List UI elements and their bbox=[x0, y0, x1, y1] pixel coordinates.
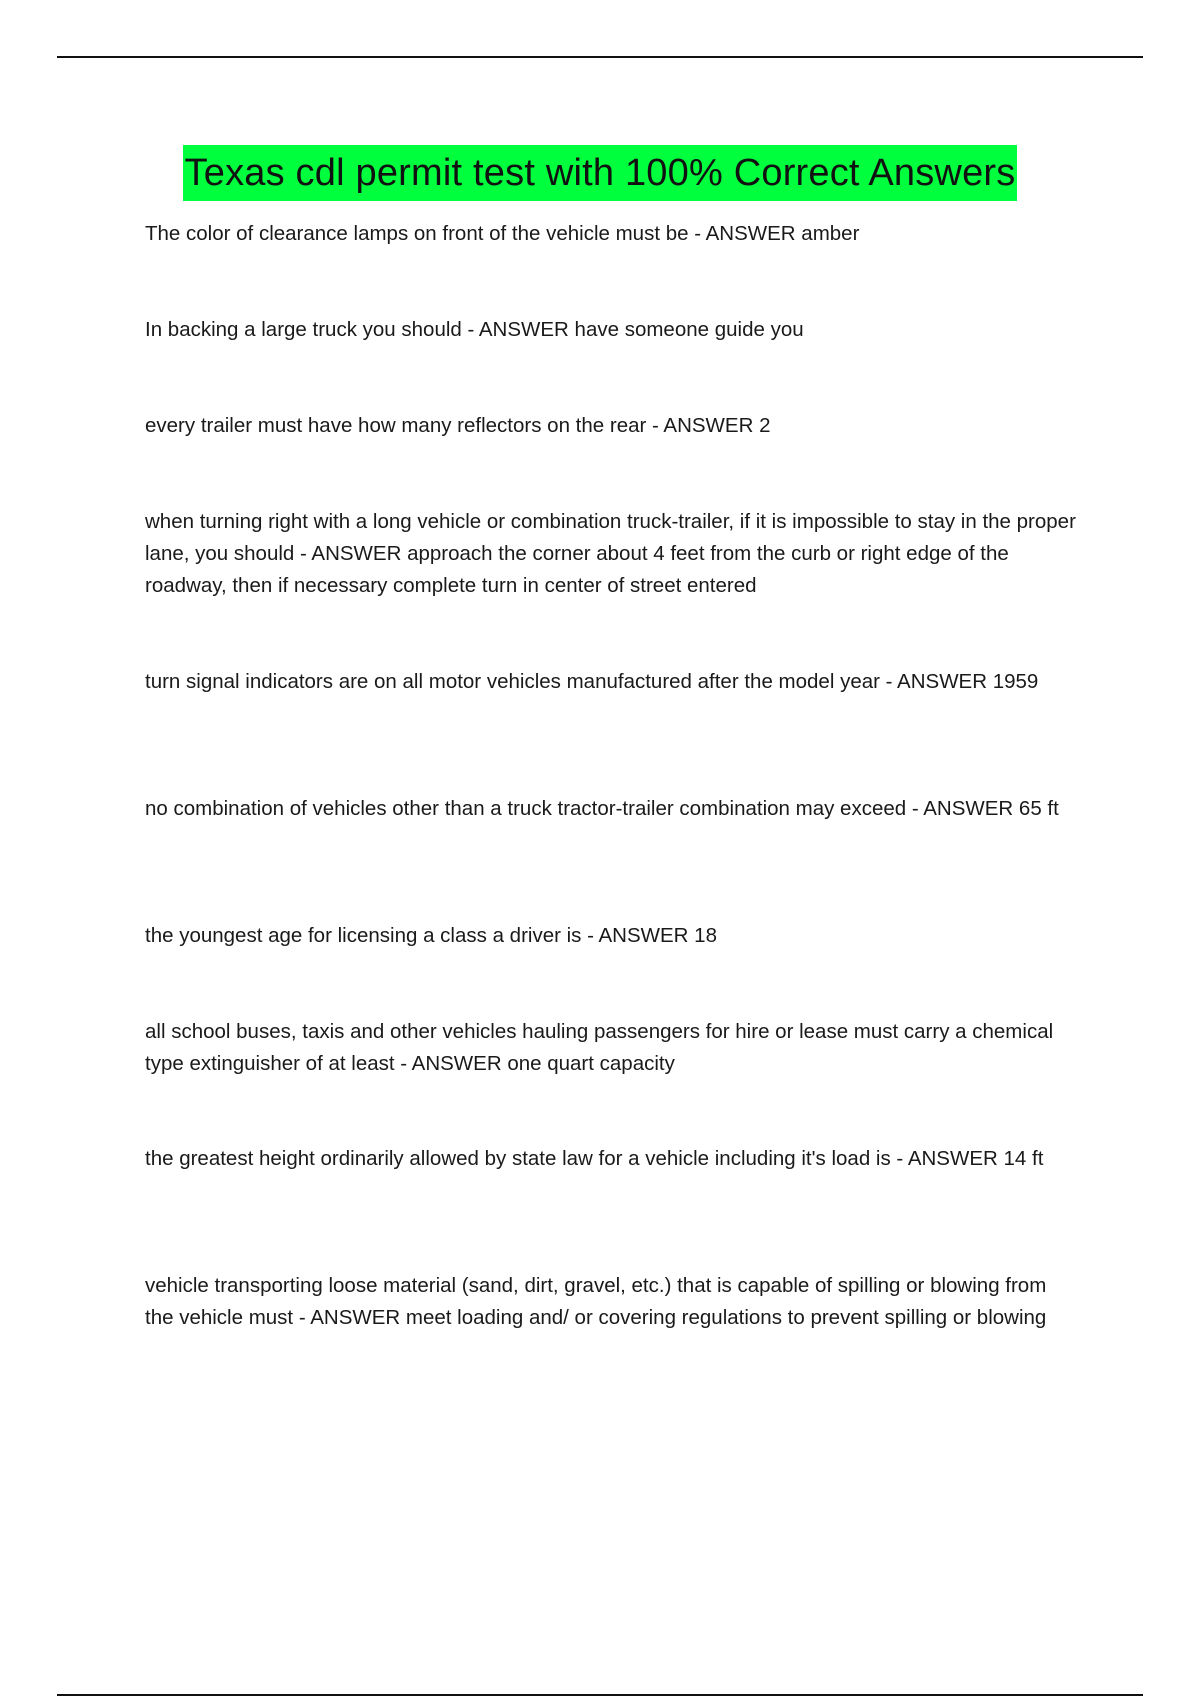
qa-item: turn signal indicators are on all motor vehicles manufactured after the model year - ANSWER 1959 bbox=[145, 670, 1039, 693]
title-container bbox=[0, 145, 1200, 201]
qa-item: every trailer must have how many reflectors on the rear - ANSWER 2 bbox=[145, 414, 771, 437]
qa-item: no combination of vehicles other than a truck tractor-trailer combination may exceed - ANSWER 65 ft bbox=[145, 797, 1059, 820]
qa-item: the greatest height ordinarily allowed by state law for a vehicle including it's load is - ANSWER 14 ft bbox=[145, 1147, 1044, 1170]
qa-item: In backing a large truck you should - ANSWER have someone guide you bbox=[145, 318, 804, 341]
qa-item: all school buses, taxis and other vehicles hauling passengers for hire or lease must carry a chemical type extinguisher of at least - ANSWER one quart capacity bbox=[145, 1020, 1054, 1075]
qa-item: when turning right with a long vehicle or combination truck-trailer, if it is impossible to stay in the proper lane, you should - ANSWER approach the corner about 4 feet from the curb or right edge of the roadway, then if necessary complete turn in center of street entered bbox=[145, 510, 1076, 597]
qa-item: vehicle transporting loose material (sand, dirt, gravel, etc.) that is capable of spilling or blowing from the vehicle must - ANSWER meet loading and/ or covering regulations to prevent spilling or blowing bbox=[145, 1274, 1047, 1329]
page-title: Texas cdl permit test with 100% Correct Answers bbox=[183, 145, 1018, 201]
top-rule bbox=[57, 56, 1143, 58]
qa-item: The color of clearance lamps on front of the vehicle must be - ANSWER amber bbox=[145, 222, 860, 245]
bottom-rule bbox=[57, 1694, 1143, 1696]
qa-item: the youngest age for licensing a class a driver is - ANSWER 18 bbox=[145, 924, 717, 947]
